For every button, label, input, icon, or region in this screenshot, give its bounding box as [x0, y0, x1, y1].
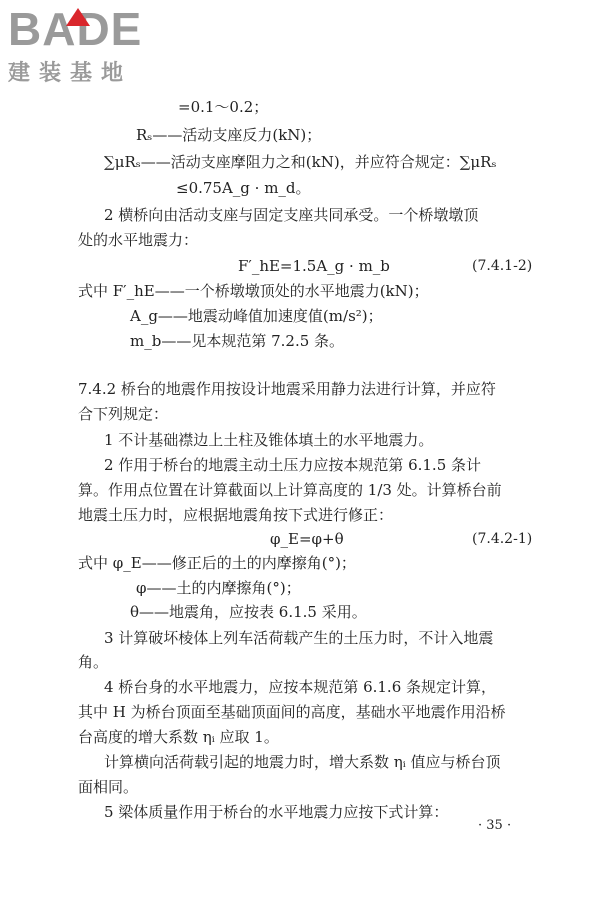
text-line: φ——土的内摩擦角(°)；	[136, 579, 301, 597]
text-line: 算。作用点位置在计算截面以上计算高度的 1/3 处。计算桥台前	[78, 481, 502, 499]
text-line: 5 梁体质量作用于桥台的水平地震力应按下式计算：	[104, 803, 449, 821]
text-line: 3 计算破坏棱体上列车活荷载产生的土压力时，不计入地震	[104, 629, 494, 647]
equation-number: (7.4.2-1)	[472, 531, 533, 547]
logo-accent-triangle	[66, 8, 90, 26]
equation-7-4-1-2: F′_hE=1.5A_g · m_b	[238, 257, 390, 275]
text-line: 台高度的增大系数 ηᵢ 应取 1。	[78, 728, 279, 746]
text-line: 式中 F′_hE——一个桥墩墩顶处的水平地震力(kN)；	[78, 282, 429, 300]
text-line: A_g——地震动峰值加速度值(m/s²)；	[130, 307, 383, 325]
text-line: ≤0.75A_g · m_d。	[176, 179, 311, 197]
text-line: 角。	[78, 653, 109, 671]
text-line: m_b——见本规范第 7.2.5 条。	[130, 332, 345, 350]
text-line: 计算横向活荷载引起的地震力时，增大系数 ηᵢ 值应与桥台顶	[104, 753, 501, 771]
logo-subtitle: 建装基地	[8, 61, 133, 86]
logo	[8, 3, 178, 87]
text-line: 地震土压力时，应根据地震角按下式进行修正：	[78, 506, 394, 524]
text-line: Rₛ——活动支座反力(kN)；	[136, 126, 322, 144]
text-line: 2 作用于桥台的地震主动土压力应按本规范第 6.1.5 条计	[104, 456, 482, 474]
text-line: 4 桥台身的水平地震力，应按本规范第 6.1.6 条规定计算，	[104, 678, 497, 696]
text-line: ∑μRₛ——活动支座摩阻力之和(kN)，并应符合规定：∑μRₛ	[104, 153, 497, 171]
page-number: · 35 ·	[478, 818, 512, 833]
text-line: 面相同。	[78, 778, 139, 796]
text-line: 处的水平地震力：	[78, 231, 199, 249]
text-line: θ——地震角，应按表 6.1.5 采用。	[130, 603, 367, 621]
text-line: 2 横桥向由活动支座与固定支座共同承受。一个桥墩墩顶	[104, 206, 479, 224]
text-line: =0.1～0.2；	[178, 98, 269, 116]
text-line: 1 不计基础襟边上土柱及锥体填土的水平地震力。	[104, 431, 434, 449]
text-line: 其中 H 为桥台顶面至基础顶面间的高度，基础水平地震作用沿桥	[78, 703, 506, 721]
equation-7-4-2-1: φ_E=φ+θ	[270, 530, 344, 548]
section-heading: 7.4.2 桥台的地震作用按设计地震采用静力法进行计算，并应符	[78, 380, 496, 398]
equation-number: (7.4.1-2)	[472, 258, 533, 274]
logo-brand: BADE	[8, 3, 143, 55]
text-line: 合下列规定：	[78, 405, 169, 423]
text-line: 式中 φ_E——修正后的土的内摩擦角(°)；	[78, 554, 356, 572]
